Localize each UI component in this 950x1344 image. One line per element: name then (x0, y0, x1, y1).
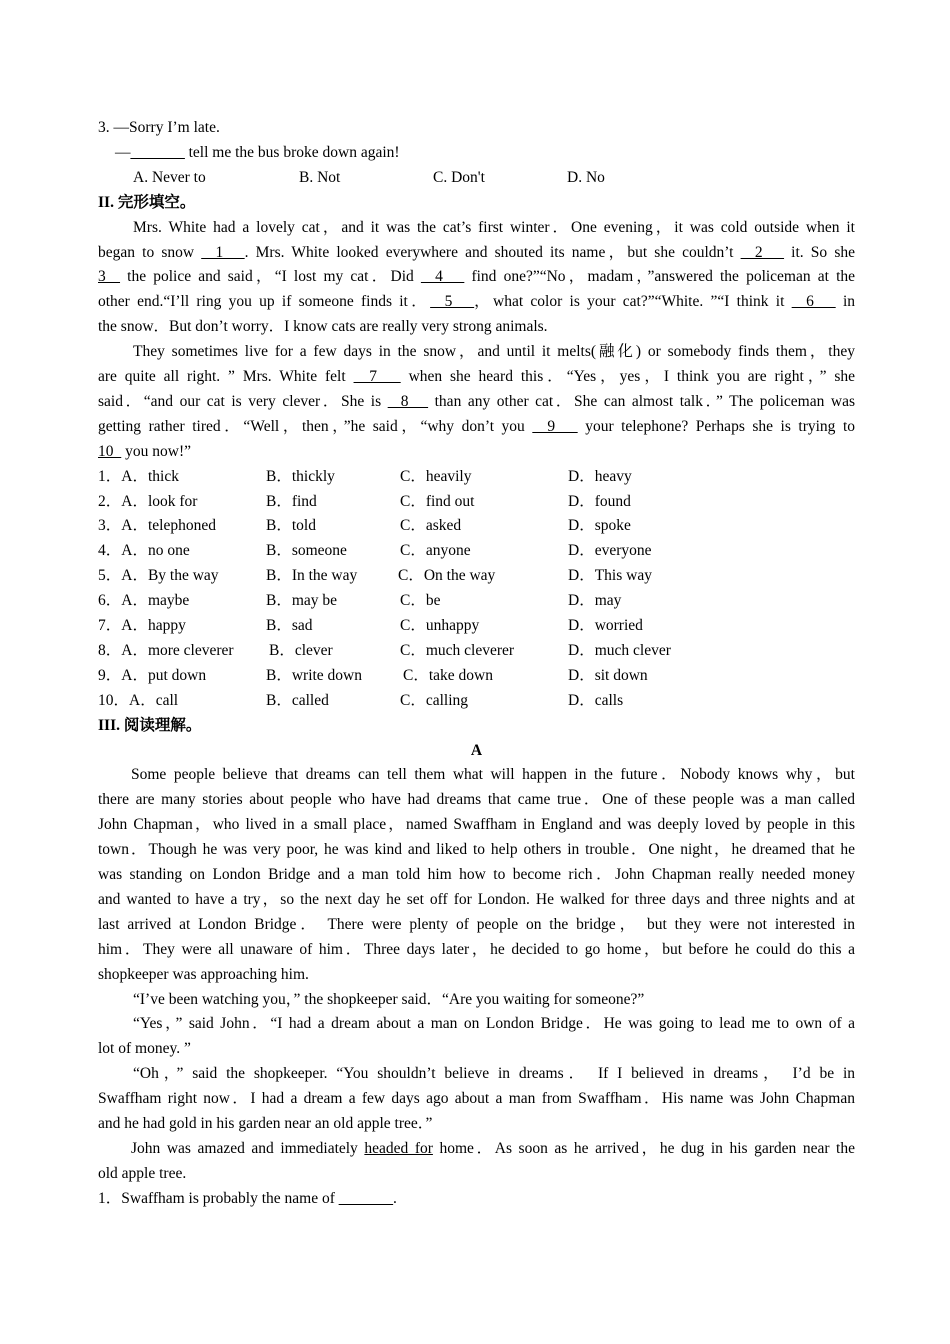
question-number: 1． (98, 467, 122, 485)
text-line (98, 416, 855, 438)
blank: headed for (364, 1139, 433, 1157)
text: other end.“I’ll ring you up if someone finds it． (98, 293, 431, 311)
text-line (98, 764, 855, 786)
text: II. 完形填空。 (98, 193, 196, 211)
text-line (98, 117, 855, 139)
text-line (98, 316, 855, 338)
text: than any other cat．She can almost talk．” The policeman was (428, 392, 855, 410)
option-d: D．worried (568, 617, 643, 634)
option-c: C．much cleverer (400, 641, 515, 659)
blank: 2 (740, 243, 785, 261)
text: in (835, 293, 855, 311)
option-row (98, 690, 855, 712)
blank: 7 (353, 368, 401, 385)
option-text: A．more cleverer (121, 641, 234, 659)
option-d: D．heavy (568, 467, 632, 485)
option-b: B．told (266, 517, 316, 535)
option-d: D．much clever (568, 641, 671, 659)
question-number: 9． (98, 666, 122, 684)
option-d: D．everyone (568, 542, 652, 560)
option-d: D．sit down (568, 666, 648, 684)
question-number: 8． (98, 641, 122, 659)
option-c: C．be (400, 592, 441, 610)
text: 3. —Sorry I’m late. (98, 119, 220, 136)
text: ，what color is your cat?”“White. ”“I think it (474, 293, 792, 311)
option-b: B．write down (266, 666, 363, 684)
option-b: B．In the way (266, 567, 358, 585)
text-line (98, 266, 855, 288)
option-d: D．calls (568, 691, 624, 709)
option-b: B．thickly (266, 467, 335, 485)
option-row (98, 640, 855, 662)
text: “Oh，” said the shopkeeper. “You shouldn’t believe in dreams． If I believed in dreams， I’d be in (133, 1065, 855, 1083)
text-line (98, 1063, 855, 1085)
text-line (98, 142, 855, 164)
option-text: A．thick (121, 467, 179, 485)
text: you now!” (121, 442, 191, 460)
text-line (98, 1013, 855, 1035)
option-text: A．look for (121, 492, 198, 510)
question-number: 4． (98, 542, 122, 560)
text: are quite all right. ” Mrs. White felt (98, 368, 354, 385)
option-d: D．may (568, 592, 622, 610)
option-c: C．take down (403, 666, 493, 684)
text: They sometimes live for a few days in the snow，and until it melts(融化) or somebody finds them，they (133, 343, 855, 361)
option-c: C. Don't (433, 168, 485, 186)
text-line (98, 291, 855, 313)
text-line (98, 914, 855, 936)
option-text: A．maybe (121, 592, 190, 610)
text-line (98, 366, 855, 388)
text: getting rather tired．“Well，then，”he said，“why don’t you (98, 417, 533, 435)
text-line (98, 989, 855, 1011)
text-line (98, 814, 855, 836)
text: town．Though he was very poor, he was kind and liked to help others in trouble．One night，he dreamed that he (98, 841, 855, 859)
text-line (98, 1038, 855, 1060)
blank: 5 (430, 293, 475, 311)
text-line (98, 939, 855, 961)
blank: _______ (130, 143, 185, 161)
text: the police and said，“I lost my cat．Did (120, 268, 421, 286)
text: old apple tree. (98, 1164, 187, 1182)
option-c: C．find out (400, 492, 475, 510)
option-row (98, 590, 855, 612)
option-text: A．no one (121, 542, 190, 560)
text: tell me the bus broke down again! (184, 143, 400, 161)
option-d: D．spoke (568, 517, 631, 535)
text: lot of money. ” (98, 1040, 191, 1058)
blank: 6 (791, 293, 836, 311)
text: find one?”“No，madam，”answered the policeman at the (464, 268, 856, 286)
text: “Yes，” said John．“I had a dream about a man on London Bridge．He was going to lead me to own of a (133, 1015, 855, 1033)
text: . (393, 1189, 397, 1207)
text-line (98, 964, 855, 986)
text-line (98, 839, 855, 861)
text: began to snow (98, 243, 202, 261)
section-heading (98, 192, 855, 214)
blank: 3 (98, 268, 121, 286)
option-row (98, 565, 855, 587)
option-d: D. No (567, 168, 605, 186)
text-line (98, 789, 855, 811)
question-number: 2． (98, 492, 122, 510)
blank: 1 (201, 243, 245, 261)
option-text: A．happy (121, 617, 186, 634)
option-text: A．call (129, 691, 179, 709)
section-heading (98, 740, 855, 762)
option-row (98, 167, 855, 189)
option-row (98, 466, 855, 488)
option-d: D．This way (568, 567, 652, 585)
text: III. 阅读理解。 (98, 716, 202, 734)
text: was standing on London Bridge and a man told him how to become rich．John Chapman really needed money (98, 866, 855, 883)
option-b: B. Not (299, 168, 341, 186)
text: Mrs. White had a lovely cat，and it was the cat’s first winter．One evening，it was cold outside when it (133, 218, 855, 236)
blank: 9 (532, 417, 578, 435)
option-c: C．asked (400, 517, 462, 535)
text: Some people believe that dreams can tell them what will happen in the future．Nobody knows why，but (131, 766, 855, 784)
section-heading (98, 715, 855, 737)
text-line (98, 864, 855, 886)
text: — (115, 143, 131, 161)
text: your telephone? Perhaps she is trying to (577, 417, 856, 435)
text-line (98, 341, 855, 363)
option-text: A．By the way (121, 567, 219, 585)
option-row (98, 615, 855, 637)
text: there are many stories about people who have had dreams that came true．One of these people was a man called (98, 791, 855, 809)
text: him．They were all unaware of him．Three days later，he decided to go home，but before he could do this a (98, 940, 855, 958)
option-c: C．heavily (400, 467, 472, 485)
option-b: B．find (266, 492, 317, 510)
blank: 4 (420, 268, 465, 286)
option-a: A. Never to (133, 168, 206, 186)
text: when she heard this．“Yes，yes，I think you are right，” she (400, 368, 855, 385)
option-text: A．telephoned (121, 517, 216, 535)
question-number: 6． (98, 592, 122, 610)
option-row (98, 665, 855, 687)
option-row (98, 540, 855, 562)
text-line (98, 217, 855, 239)
text: A (470, 741, 483, 759)
text-line (98, 1113, 855, 1135)
text-line (98, 441, 855, 463)
text-line (98, 1163, 855, 1185)
text-line (98, 391, 855, 413)
text: it. So she (784, 243, 855, 261)
text: said．“and our cat is very clever．She is (98, 392, 388, 410)
text-line (98, 1138, 855, 1160)
question-number: 7． (98, 617, 122, 634)
text: Swaffham right now．I had a dream a few days ago about a man from Swaffham．His name was John Chapman (98, 1090, 855, 1108)
blank: 8 (387, 392, 429, 410)
text: last arrived at London Bridge． There were plenty of people on the bridge， but they were not interested in (98, 915, 855, 933)
option-row (98, 491, 855, 513)
text: “I’ve been watching you，” the shopkeeper said．“Are you waiting for someone?” (133, 990, 645, 1008)
question-number: 5． (98, 567, 122, 585)
option-b: B．may be (266, 592, 338, 610)
text: 1．Swaffham is probably the name of (98, 1189, 339, 1207)
option-c: C．calling (400, 691, 469, 709)
question-number: 3． (98, 517, 122, 535)
text: shopkeeper was approaching him. (98, 965, 309, 983)
text-line (98, 1188, 855, 1210)
text: . Mrs. White looked everywhere and shouted its name，but she couldn’t (244, 243, 741, 261)
text: home．As soon as he arrived，he dug in his garden near the (432, 1139, 855, 1157)
option-b: B．sad (266, 617, 313, 634)
blank: _______ (338, 1189, 394, 1207)
text-line (98, 889, 855, 911)
text: John was amazed and immediately (131, 1139, 365, 1157)
option-b: B．called (266, 691, 329, 709)
text: and he had gold in his garden near an old apple tree．” (98, 1115, 433, 1132)
option-text: A．put down (121, 666, 207, 684)
text: the snow．But don’t worry．I know cats are really very strong animals. (98, 318, 548, 336)
option-c: C．unhappy (400, 617, 480, 634)
text-line (98, 1088, 855, 1110)
question-number: 10． (98, 691, 130, 709)
option-b: B．someone (266, 542, 347, 560)
option-row (98, 515, 855, 537)
option-c: C．anyone (400, 542, 471, 560)
text: John Chapman，who lived in a small place，named Swaffham in England and was deeply loved by people in this (98, 816, 855, 834)
blank: 10 (98, 442, 122, 460)
option-d: D．found (568, 492, 631, 510)
text-line (98, 242, 855, 264)
option-c: C．On the way (398, 567, 496, 585)
text: and wanted to have a try，so the next day he set off for London. He walked for three days and three nights and at (98, 890, 855, 908)
option-b: B．clever (269, 641, 333, 659)
